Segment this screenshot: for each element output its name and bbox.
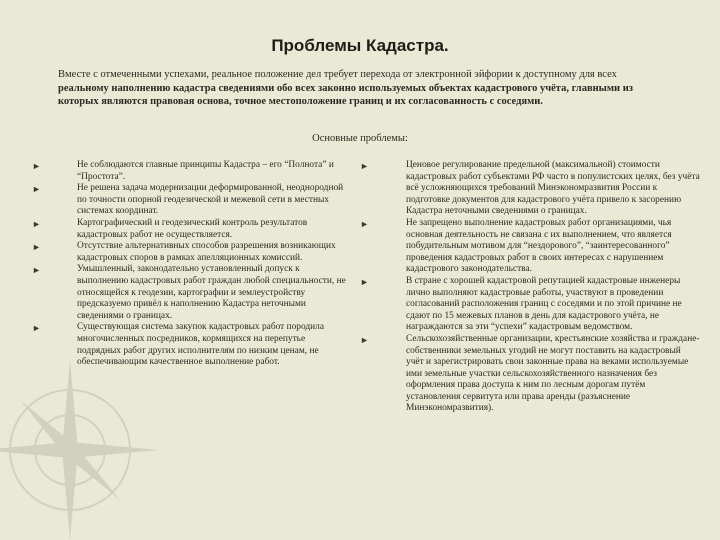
- list-item: ► Сельскохозяйственные организации, крестьянские хозяйства и граждане-собственники земельных угодий не могут поставить на кадастровый учёт и зарегистрировать свои законные права на веками используемые ими земельные участки сельскохозяйственного назначения без оформления права доступа к ним по лесным дорогам путём установления сервитута или права аренды (разъяснение Минэкономразвития).: [360, 333, 700, 414]
- list-item: ► Не решена задача модернизации деформированной, неоднородной по точности опорной геодезической и межевой сети в местных системах координат.: [32, 183, 344, 217]
- list-item: ► Картографический и геодезический контроль результатов кадастровых работ не осуществляется.: [32, 217, 308, 240]
- left-problem-list: [32, 160, 350, 369]
- arrow-bullet-icon: ►: [32, 161, 41, 171]
- list-item: ► Не соблюдаются главные принципы Кадастра – его “Полнота” и “Простота”.: [32, 160, 334, 182]
- problems-subheading: Основные проблемы:: [312, 133, 408, 144]
- list-item: ► В стране с хорошей кадастровой репутацией кадастровые инженеры лично выполняют кадастровые работы, участвуют в проведении согласований расположения границ с соседями и по этой причине не сдают по 15 межевых планов в день для кадастрового учёта, не награждаются за эти “успехи” кадастровым ведомством.: [360, 275, 682, 333]
- arrow-bullet-icon: ►: [360, 334, 369, 345]
- arrow-bullet-icon: ►: [32, 184, 41, 195]
- list-item: ► Ценовое регулирование предельной (максимальной) стоимости кадастровых работ субъектами РФ часто в популистских целях, без учёта всё усложняющихся требований Минэкономразвития России к подготовке документов для кадастрового учёта привело к засорению Кадастра неточными сведениями о границах.: [360, 160, 700, 217]
- arrow-bullet-icon: ►: [32, 323, 41, 334]
- list-item: ► Отсутствие альтернативных способов разрешения возникающих кадастровых споров в рамках апелляционных комиссий.: [32, 241, 336, 263]
- arrow-bullet-icon: ►: [360, 161, 369, 171]
- right-problem-list: [360, 160, 700, 415]
- arrow-bullet-icon: ►: [32, 265, 41, 276]
- arrow-bullet-icon: ►: [360, 276, 369, 287]
- page-title: Проблемы Кадастра.: [271, 36, 449, 55]
- arrow-bullet-icon: ►: [32, 218, 41, 229]
- list-item: ► Существующая система закупок кадастровых работ породила многочисленных посредников, кормящихся на перепутье подрядных работ других исполнителям по низким ценам, не обеспечивающим качественное выполнение работ.: [32, 322, 325, 368]
- intro-lead: Вместе с отмеченными успехами, реальное положение дел требует перехода от электронной эйфории к доступному для всех: [58, 69, 617, 80]
- list-item: ► Не запрещено выполнение кадастровых работ организациями, чья основная деятельность не связана с их выполнением, что является побудительным мотивом для “нездорового”, “заинтересованного” проведения кадастровых работ в своих интересах с нарушением кадастрового законодательства.: [360, 217, 672, 275]
- arrow-bullet-icon: ►: [360, 218, 369, 229]
- arrow-bullet-icon: ►: [32, 242, 41, 253]
- intro-paragraph: [58, 68, 658, 109]
- list-item: ► Умышленный, законодательно установленный допуск к выполнению кадастровых работ граждан любой специальности, не относящейся к геодезии, картографии и землеустройству предсказуемо привёл к наполнению Кадастра неточными сведениями о границах.: [32, 264, 346, 321]
- intro-bold: реальному наполнению кадастра сведениями обо всех законно используемых объектах кадастрового учёта, главными из которых являются правовая основа, точное местоположение границ и их согласованность с соседями.: [58, 82, 633, 108]
